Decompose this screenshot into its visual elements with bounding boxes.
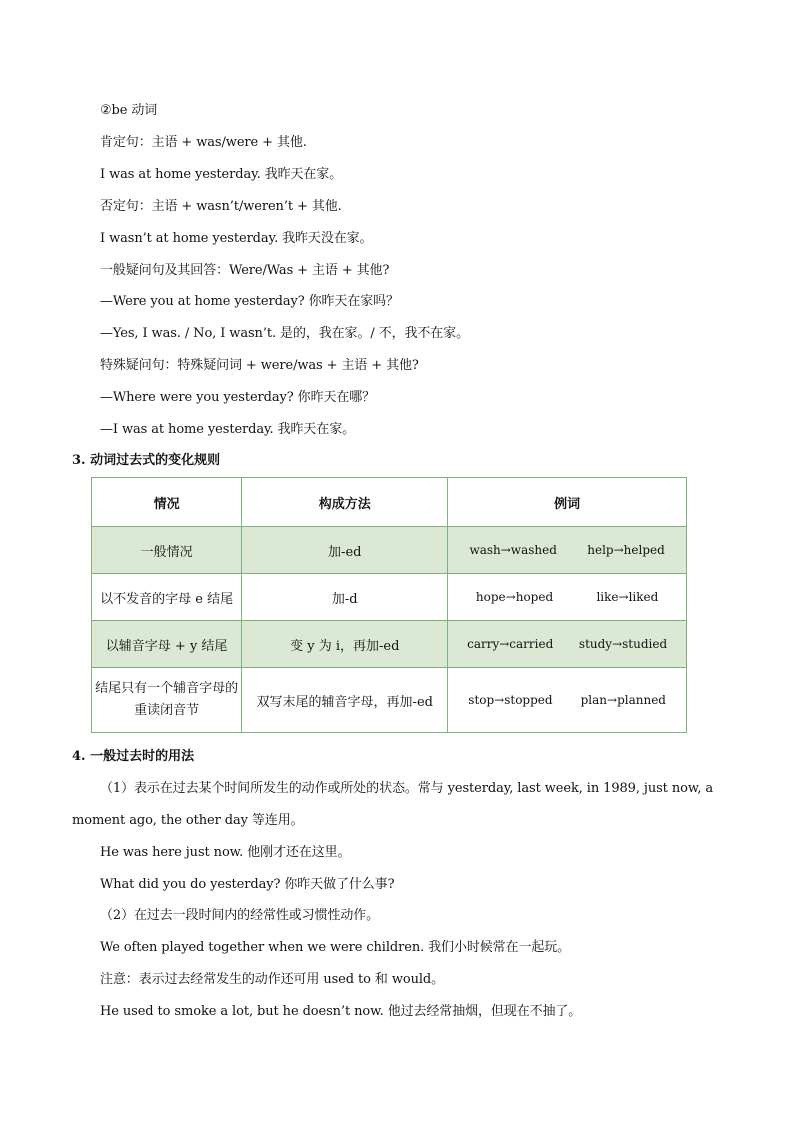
header-method: 构成方法 — [242, 478, 448, 527]
examples-cell — [448, 574, 687, 621]
example-word: carry→carried — [467, 637, 554, 651]
header-examples: 例词 — [448, 478, 687, 527]
examples-cell — [448, 668, 687, 733]
past-tense-rules-table — [91, 477, 687, 733]
usage-1-line-2: moment ago, the other day 等连用。 — [72, 813, 304, 828]
header-case: 情况 — [92, 478, 242, 527]
case-cell: 一般情况 — [92, 527, 242, 574]
case-cell: 以不发音的字母 e 结尾 — [92, 574, 242, 621]
be-verb-title: ②be 动词 — [100, 103, 158, 118]
example-word: help→helped — [587, 543, 665, 557]
examples-cell — [448, 621, 687, 668]
table-row — [92, 574, 687, 621]
table-row — [92, 527, 687, 574]
negative-rule: 否定句：主语 + wasn’t/weren’t + 其他. — [100, 199, 342, 214]
example-word: hope→hoped — [475, 590, 554, 604]
usage-note-example: He used to smoke a lot, but he doesn’t now. 他过去经常抽烟，但现在不抽了。 — [100, 1004, 582, 1019]
case-cell: 以辅音字母 + y 结尾 — [92, 621, 242, 668]
usage-2-text: （2）在过去一段时间内的经常性或习惯性动作。 — [100, 908, 380, 923]
case-cell: 结尾只有一个辅音字母的重读闭音节 — [92, 668, 242, 733]
negative-example: I wasn’t at home yesterday. 我昨天没在家。 — [100, 231, 373, 246]
method-cell: 加-d — [242, 574, 448, 621]
wh-answer-example: —I was at home yesterday. 我昨天在家。 — [100, 422, 356, 437]
answer-example: —Yes, I was. / No, I wasn’t. 是的，我在家。/ 不，我不在家。 — [100, 326, 469, 341]
wh-question-rule: 特殊疑问句：特殊疑问词 + were/was + 主语 + 其他? — [100, 358, 419, 373]
method-cell: 双写末尾的辅音字母，再加-ed — [242, 668, 448, 733]
usage-1-example-1: He was here just now. 他刚才还在这里。 — [100, 845, 351, 860]
table-row — [92, 668, 687, 733]
question-rule: 一般疑问句及其回答：Were/Was + 主语 + 其他? — [100, 263, 390, 278]
method-cell: 加-ed — [242, 527, 448, 574]
usage-1-line-1: （1）表示在过去某个时间所发生的动作或所处的状态。常与 yesterday, last week, in 1989, just now, a — [100, 781, 714, 796]
examples-cell — [448, 527, 687, 574]
example-word: stop→stopped — [468, 693, 553, 707]
table-row — [92, 621, 687, 668]
usage-1-example-2: What did you do yesterday? 你昨天做了什么事? — [100, 877, 395, 892]
usage-note: 注意：表示过去经常发生的动作还可用 used to 和 would。 — [100, 972, 445, 987]
example-word: study→studied — [578, 637, 668, 651]
section-4-heading: 4. 一般过去时的用法 — [72, 749, 195, 764]
wh-question-example: —Where were you yesterday? 你昨天在哪？ — [100, 390, 376, 405]
affirmative-rule: 肯定句：主语 + was/were + 其他. — [100, 135, 307, 150]
table-header-row — [92, 478, 687, 527]
method-cell: 变 y 为 i，再加-ed — [242, 621, 448, 668]
example-word: plan→planned — [580, 693, 666, 707]
usage-2-example: We often played together when we were children. 我们小时候常在一起玩。 — [100, 940, 571, 955]
affirmative-example: I was at home yesterday. 我昨天在家。 — [100, 167, 343, 182]
example-word: like→liked — [596, 590, 659, 604]
question-example: —Were you at home yesterday? 你昨天在家吗？ — [100, 294, 399, 309]
example-word: wash→washed — [469, 543, 557, 557]
section-3-heading: 3. 动词过去式的变化规则 — [72, 453, 221, 468]
